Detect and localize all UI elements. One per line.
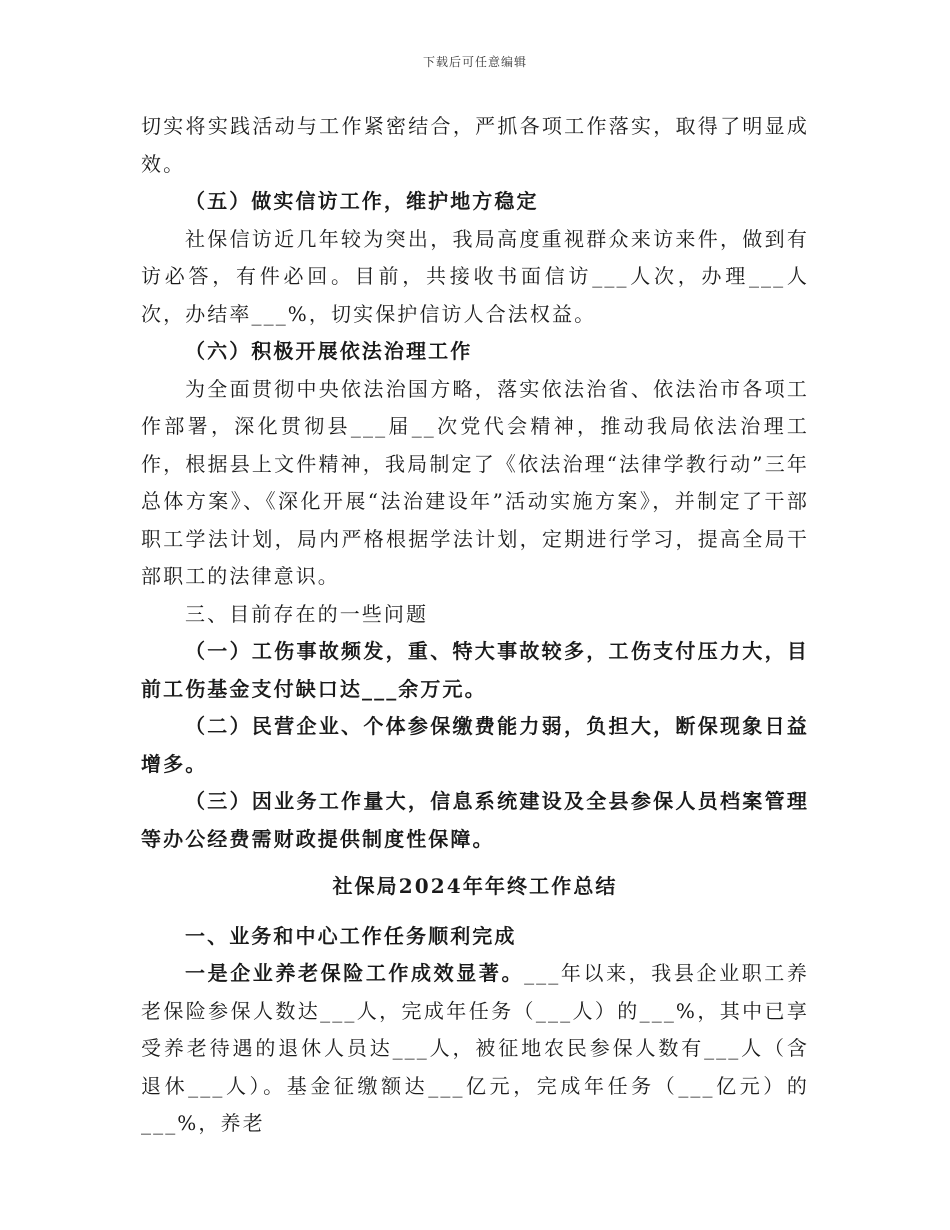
paragraph-pension <box>141 955 809 1143</box>
document-body <box>141 108 809 1143</box>
section-heading-6: （六）积极开展依法治理工作 <box>185 339 473 363</box>
paragraph-petition: 社保信访近几年较为突出，我局高度重视群众来访来件，做到有访必答，有件必回。目前，共接收书面信访___人次，办理___人次，办结率___%，切实保护信访人合法权益。 <box>141 226 809 326</box>
page-header: 下载后可任意编辑 <box>422 55 527 69</box>
pension-lead: 一是企业养老保险工作成效显著。 <box>185 961 525 985</box>
section-heading-5: （五）做实信访工作，维护地方稳定 <box>185 189 539 213</box>
problem-item-1: （一）工伤事故频发，重、特大事故较多，工伤支付压力大，目前工伤基金支付缺口达___余万元。 <box>141 639 809 701</box>
section-heading-tasks: 一、业务和中心工作任务顺利完成 <box>185 923 517 948</box>
problem-item-3: （三）因业务工作量大，信息系统建设及全县参保人员档案管理等办公经费需财政提供制度性保障。 <box>141 789 809 851</box>
paragraph-rule-of-law: 为全面贯彻中央依法治国方略，落实依法治省、依法治市各项工作部署，深化贯彻县___届__次党代会精神，推动我局依法治理工作，根据县上文件精神，我局制定了《依法治理“法律学教行动”三年总体方案》、《深化开展“法治建设年”活动实施方案》，并制定了干部职工学法计划，局内严格根据学法计划，定期进行学习，提高全局干部职工的法律意识。 <box>141 376 809 588</box>
paragraph-continuation: 切实将实践活动与工作紧密结合，严抓各项工作落实，取得了明显成效。 <box>141 114 809 176</box>
document-title: 社保局2024年年终工作总结 <box>332 874 618 898</box>
pension-detail: ___年以来，我县企业职工养老保险参保人数达___人，完成年任务（___人）的___%，其中已享受养老待遇的退休人员达___人，被征地农民参保人数有___人（含退休___人）。基金征缴额达___亿元，完成年任务（___亿元）的___%，养老 <box>141 961 810 1135</box>
section-heading-problems: 三、目前存在的一些问题 <box>185 601 429 626</box>
problem-item-2: （二）民营企业、个体参保缴费能力弱，负担大，断保现象日益增多。 <box>141 714 809 776</box>
